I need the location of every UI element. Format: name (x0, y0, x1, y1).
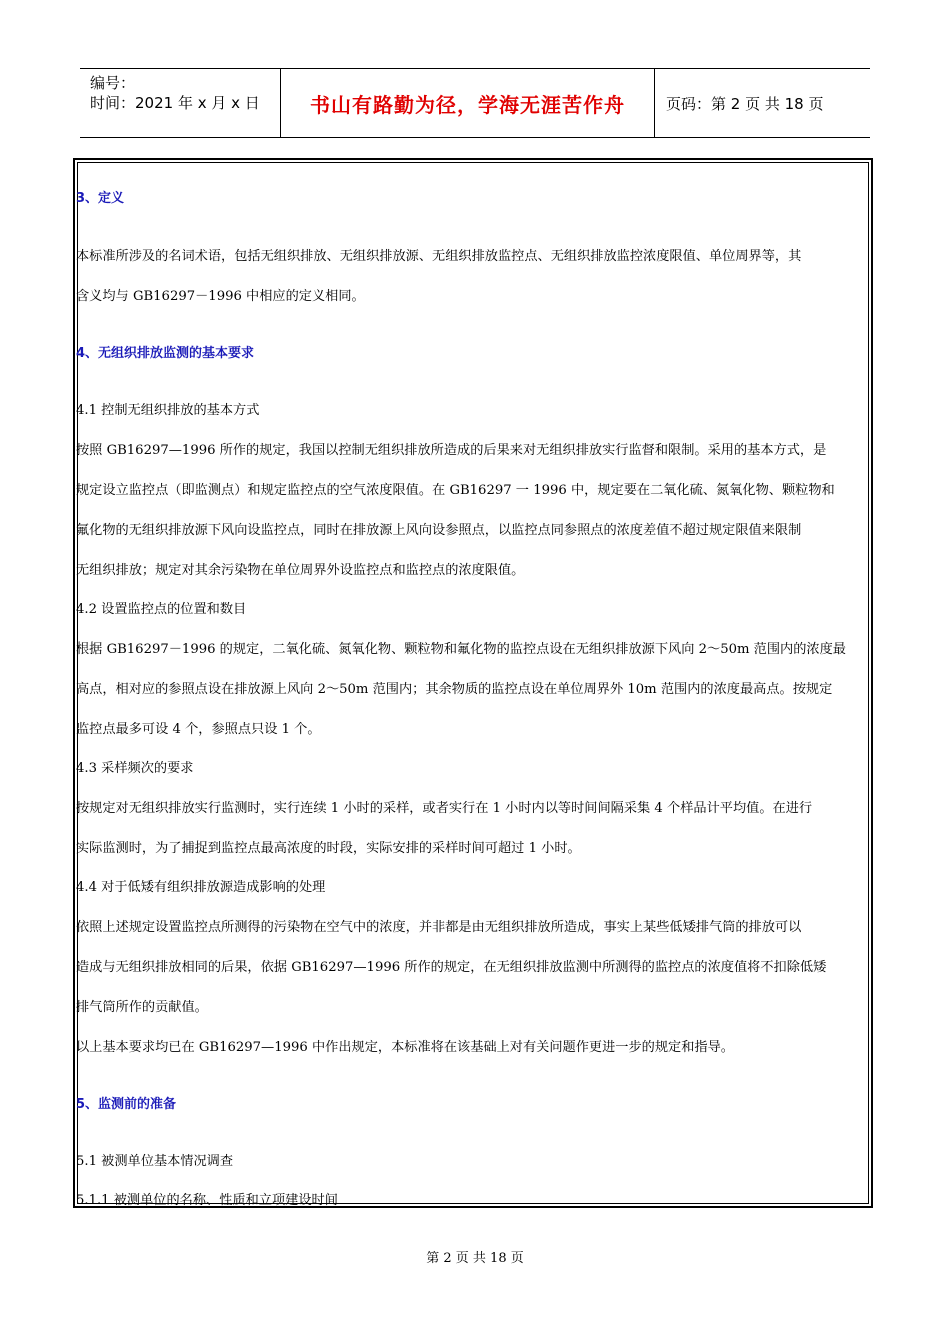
paragraph-line: 排气筒所作的贡献值。 (76, 1000, 208, 1015)
paragraph-line: 造成与无组织排放相同的后果，依据 GB16297—1996 所作的规定，在无组织排放监测中所测得的监控点的浓度值将不扣除低矮 (76, 960, 827, 975)
paragraph-line: 实际监测时，为了捕捉到监控点最高浓度的时段，实际安排的采样时间可超过 1 小时。 (76, 841, 581, 856)
section-heading: 5、监测前的准备 (76, 1097, 177, 1112)
paragraph-line: 本标准所涉及的名词术语，包括无组织排放、无组织排放源、无组织排放监控点、无组织排放监控浓度限值、单位周界等，其 (76, 249, 802, 264)
page-number-label: 页码：第 2 页 共 18 页 (666, 95, 824, 113)
subsection-heading: 5.1 被测单位基本情况调查 (76, 1154, 234, 1169)
paragraph-line: 依照上述规定设置监控点所测得的污染物在空气中的浓度，并非都是由无组织排放所造成，事实上某些低矮排气筒的排放可以 (76, 920, 802, 935)
number-label: 编号： (90, 74, 136, 92)
paragraph-line: 监控点最多可设 4 个，参照点只设 1 个。 (76, 722, 321, 737)
paragraph-line: 高点，相对应的参照点设在排放源上风向 2～50m 范围内；其余物质的监控点设在单位周界外 10m 范围内的浓度最高点。按规定 (76, 682, 833, 697)
page-header (80, 68, 870, 138)
page-footer: 第 2 页 共 18 页 (426, 1251, 524, 1266)
paragraph-line: 含义均与 GB16297－1996 中相应的定义相同。 (76, 289, 365, 304)
subsection-heading: 4.3 采样频次的要求 (76, 761, 194, 776)
subsection-heading: 4.1 控制无组织排放的基本方式 (76, 403, 260, 418)
time-label: 时间：2021 年 x 月 x 日 (90, 94, 260, 112)
subsection-heading: 4.4 对于低矮有组织排放源造成影响的处理 (76, 880, 326, 895)
paragraph-line: 以上基本要求均已在 GB16297—1996 中作出规定，本标准将在该基础上对有关问题作更进一步的规定和指导。 (76, 1040, 734, 1055)
subsection-heading: 5.1.1 被测单位的名称、性质和立项建设时间 (76, 1193, 338, 1208)
paragraph-line: 氟化物的无组织排放源下风向设监控点，同时在排放源上风向设参照点，以监控点同参照点的浓度差值不超过规定限值来限制 (76, 523, 802, 538)
section-heading: 4、无组织排放监测的基本要求 (76, 346, 255, 361)
header-divider (654, 69, 655, 137)
paragraph-line: 无组织排放；规定对其余污染物在单位周界外设监控点和监控点的浓度限值。 (76, 563, 525, 578)
paragraph-line: 规定设立监控点（即监测点）和规定监控点的空气浓度限值。在 GB16297 一 1996 中，规定要在二氧化硫、氮氧化物、颗粒物和 (76, 483, 835, 498)
paragraph-line: 根据 GB16297－1996 的规定，二氧化硫、氮氧化物、颗粒物和氟化物的监控点设在无组织排放源下风向 2～50m 范围内的浓度最 (76, 642, 846, 657)
header-info (90, 73, 260, 113)
header-motto: 书山有路勤为径，学海无涯苦作舟 (310, 92, 625, 117)
subsection-heading: 4.2 设置监控点的位置和数目 (76, 602, 247, 617)
section-heading: 3、定义 (76, 191, 125, 206)
paragraph-line: 按规定对无组织排放实行监测时，实行连续 1 小时的采样，或者实行在 1 小时内以等时间间隔采集 4 个样品计平均值。在进行 (76, 801, 813, 816)
paragraph-line: 按照 GB16297—1996 所作的规定，我国以控制无组织排放所造成的后果来对无组织排放实行监督和限制。采用的基本方式，是 (76, 443, 827, 458)
